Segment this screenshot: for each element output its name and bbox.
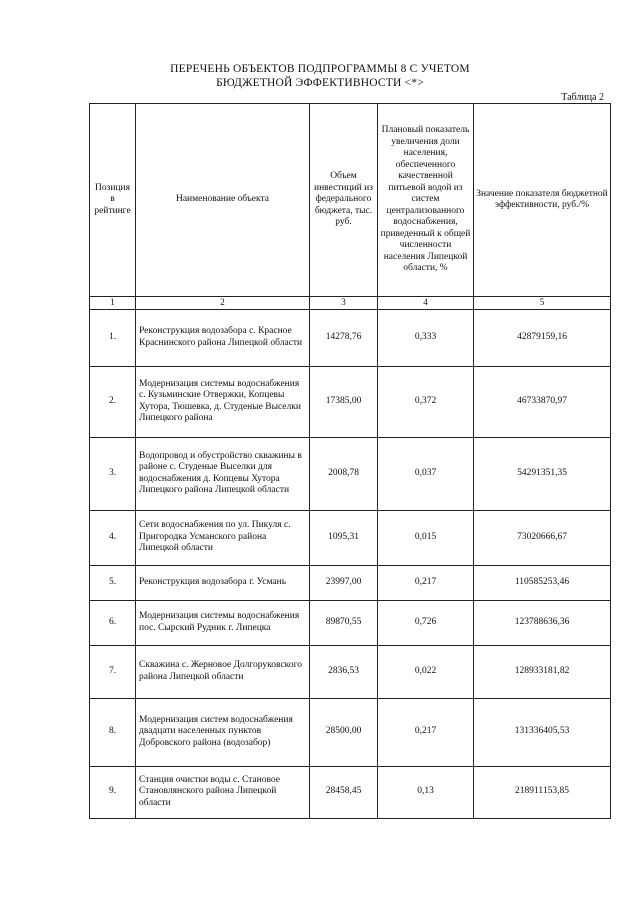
table-row xyxy=(90,366,611,437)
table-row xyxy=(90,565,611,600)
cell-population-share: 0,217 xyxy=(378,565,474,600)
cell-position: 6. xyxy=(90,600,136,645)
table-row xyxy=(90,766,611,818)
cell-investment: 2836,53 xyxy=(310,645,378,698)
cell-population-share: 0,217 xyxy=(378,698,474,766)
cell-investment: 1095,31 xyxy=(310,510,378,565)
document-title xyxy=(0,62,640,90)
cell-efficiency: 73020666,67 xyxy=(474,510,611,565)
column-number: 1 xyxy=(90,297,136,310)
header-efficiency: Значение показателя бюджетной эффективности, руб./% xyxy=(474,104,611,297)
cell-object-name: Модернизация системы водоснабжения с. Кузьминские Отвержки, Копцевы Хутора, Тюшевка, д. Студеные Выселки Липецкого района xyxy=(136,366,310,437)
table-header-row xyxy=(90,104,611,297)
cell-population-share: 0,372 xyxy=(378,366,474,437)
cell-object-name: Модернизация системы водоснабжения пос. Сырский Рудник г. Липецка xyxy=(136,600,310,645)
cell-position: 7. xyxy=(90,645,136,698)
cell-population-share: 0,13 xyxy=(378,766,474,818)
cell-object-name: Сети водоснабжения по ул. Пикуля с. Пригородка Усманского района Липецкой области xyxy=(136,510,310,565)
objects-table xyxy=(89,103,611,819)
table-row xyxy=(90,437,611,510)
column-number: 4 xyxy=(378,297,474,310)
column-number: 5 xyxy=(474,297,611,310)
cell-investment: 2008,78 xyxy=(310,437,378,510)
cell-efficiency: 131336405,53 xyxy=(474,698,611,766)
cell-efficiency: 54291351,35 xyxy=(474,437,611,510)
cell-efficiency: 123788636,36 xyxy=(474,600,611,645)
cell-efficiency: 46733870,97 xyxy=(474,366,611,437)
cell-population-share: 0,015 xyxy=(378,510,474,565)
header-object-name: Наименование объекта xyxy=(136,104,310,297)
title-line-2: БЮДЖЕТНОЙ ЭФФЕКТИВНОСТИ <*> xyxy=(216,77,424,89)
cell-efficiency: 110585253,46 xyxy=(474,565,611,600)
cell-population-share: 0,333 xyxy=(378,309,474,366)
cell-efficiency: 218911153,85 xyxy=(474,766,611,818)
cell-investment: 14278,76 xyxy=(310,309,378,366)
cell-efficiency: 128933181,82 xyxy=(474,645,611,698)
cell-investment: 89870,55 xyxy=(310,600,378,645)
cell-population-share: 0,022 xyxy=(378,645,474,698)
header-population-share: Плановый показатель увеличения доли населения, обеспеченного качественной питьевой водой из систем централизованного водоснабжения, приведенный к общей численности населения Липецкой области, % xyxy=(378,104,474,297)
cell-investment: 17385,00 xyxy=(310,366,378,437)
table-label: Таблица 2 xyxy=(561,92,604,103)
table-row xyxy=(90,600,611,645)
header-position: Позиция в рейтинге xyxy=(90,104,136,297)
cell-object-name: Станция очистки воды с. Становое Становлянского района Липецкой области xyxy=(136,766,310,818)
cell-investment: 28500,00 xyxy=(310,698,378,766)
cell-investment: 23997,00 xyxy=(310,565,378,600)
table-row xyxy=(90,309,611,366)
cell-object-name: Модернизация систем водоснабжения двадцати населенных пунктов Добровского района (водозабор) xyxy=(136,698,310,766)
column-number-row xyxy=(90,297,611,310)
cell-object-name: Реконструкция водозабора г. Усмань xyxy=(136,565,310,600)
cell-efficiency: 42879159,16 xyxy=(474,309,611,366)
cell-position: 9. xyxy=(90,766,136,818)
cell-object-name: Скважина с. Жерновое Долгоруковского района Липецкой области xyxy=(136,645,310,698)
cell-population-share: 0,726 xyxy=(378,600,474,645)
cell-position: 8. xyxy=(90,698,136,766)
cell-position: 3. xyxy=(90,437,136,510)
table-row xyxy=(90,645,611,698)
title-line-1: ПЕРЕЧЕНЬ ОБЪЕКТОВ ПОДПРОГРАММЫ 8 С УЧЕТОМ xyxy=(170,63,470,75)
cell-population-share: 0,037 xyxy=(378,437,474,510)
column-number: 3 xyxy=(310,297,378,310)
table-row xyxy=(90,698,611,766)
column-number: 2 xyxy=(136,297,310,310)
cell-position: 2. xyxy=(90,366,136,437)
cell-position: 5. xyxy=(90,565,136,600)
table-row xyxy=(90,510,611,565)
cell-position: 4. xyxy=(90,510,136,565)
cell-object-name: Реконструкция водозабора с. Красное Краснинского района Липецкой области xyxy=(136,309,310,366)
cell-object-name: Водопровод и обустройство скважины в районе с. Студеные Выселки для водоснабжения д. Копцевы Хутора Липецкого района Липецкой области xyxy=(136,437,310,510)
cell-investment: 28458,45 xyxy=(310,766,378,818)
cell-position: 1. xyxy=(90,309,136,366)
header-investment: Объем инвестиций из федерального бюджета, тыс. руб. xyxy=(310,104,378,297)
